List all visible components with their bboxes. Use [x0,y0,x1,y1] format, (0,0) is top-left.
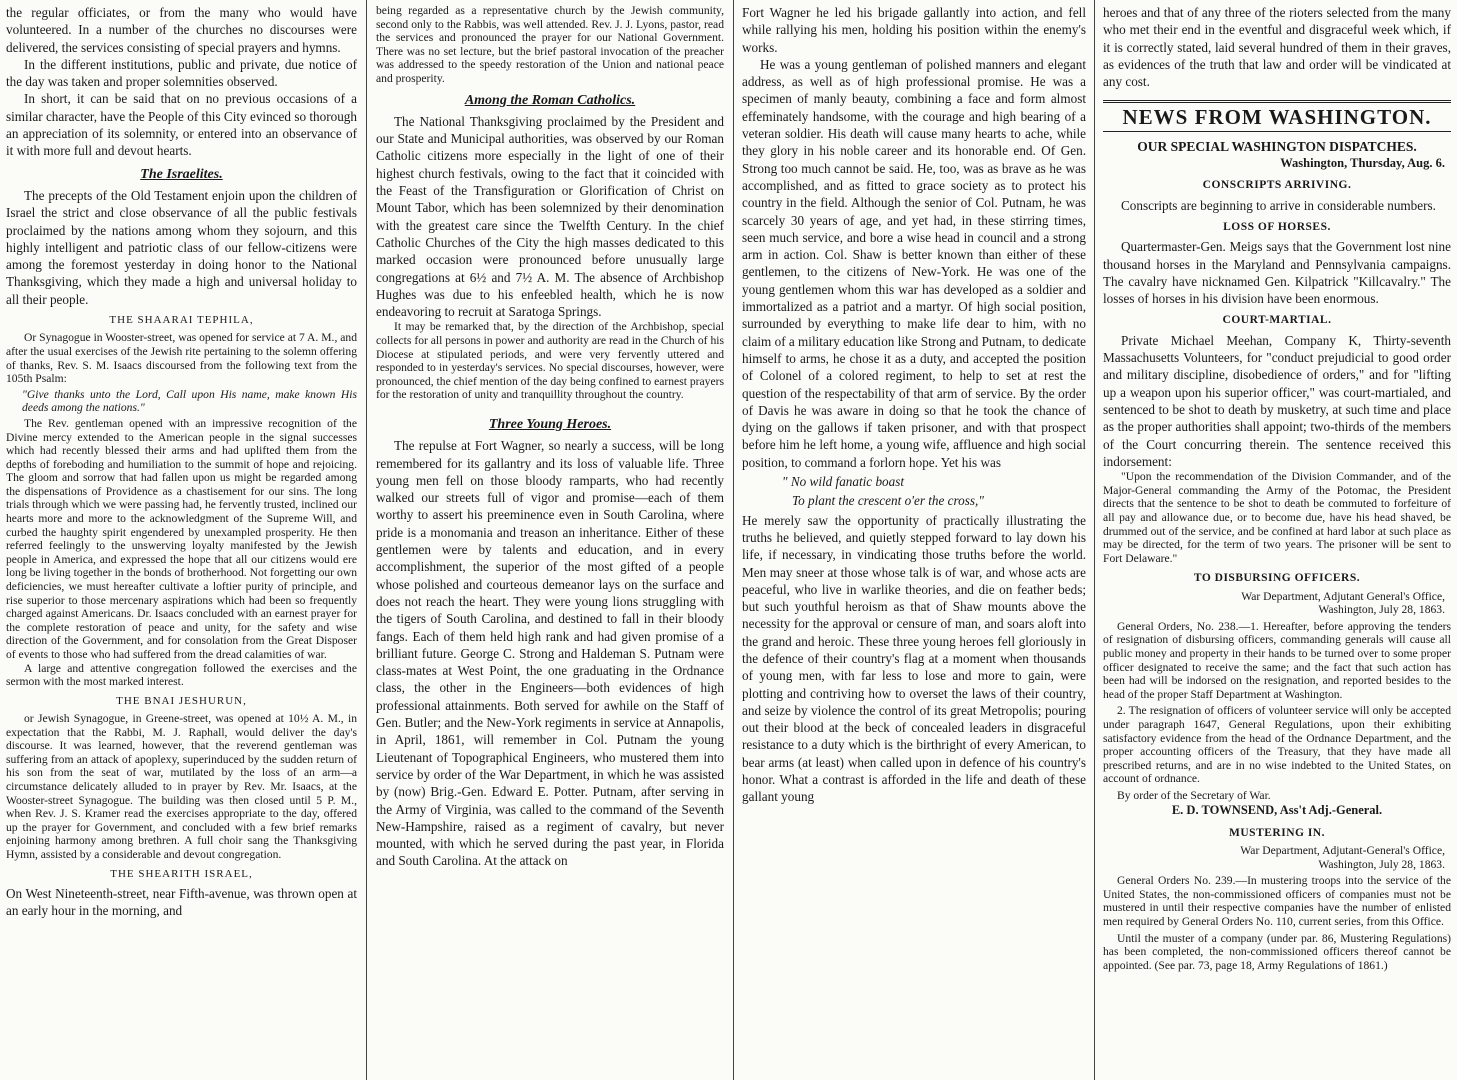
paragraph: Fort Wagner he led his brigade gallantly into action, and fell while rallying his men, holding his position within the enemy's works. [742,5,1086,55]
subheading-conscripts: CONSCRIPTS ARRIVING. [1202,179,1352,192]
column-2 [370,0,730,1080]
signature-line: E. D. TOWNSEND, Ass't Adj.-General. [1171,803,1383,818]
paragraph: The Rev. gentleman opened with an impressive recognition of the Divine mercy extended to the American people in the signal successes which had recently blessed their arms and had uplifted them from the depths of foreboding and humiliation to the summit of hope and rejoicing. The gloom and sorrow that had fallen upon us might be regarded among the dispensations of Providence as a chastisement for our sins. The long trials through which we were passing had, he fervently trusted, inclined our hearts more and more to the acknowledgment of the Supreme Will, and curbed the haughty spirit engendered by unexampled prosperity. He then referred feelingly to the unswerving loyalty manifested by the Jewish people in America, and expressed the hope that all our citizens would ere long be living together in the bonds of brotherhood. Not forgetting our own deficiencies, we must hereafter cultivate a loftier purity of principle, and rise superior to those mercenary aspirations which had been so frequently charged against Americans. Dr. Isaacs concluded with an earnest prayer for the complete restoration of peace and unity, for the safety and wise direction of the Government, and for consolation from the Great Disposer of events to those who had suffered from the dread calamities of war. [6,416,357,661]
subheading-mustering-in: MUSTERING IN. [1229,826,1325,839]
column-rule [366,0,367,1080]
column-rule [733,0,734,1080]
subheading-horses: LOSS OF HORSES. [1223,220,1331,233]
paragraph: Conscripts are beginning to arrive in considerable numbers. [1121,197,1436,213]
office-line: War Department, Adjutant-General's Office, [1240,844,1445,858]
news-from-washington-heading: NEWS FROM WASHINGTON. [1103,100,1451,131]
section-heading-catholics: Among the Roman Catholics. [464,92,636,108]
section-heading-israelites: The Israelites. [140,166,223,182]
paragraph: Private Michael Meehan, Company K, Thirty-seventh Massachusetts Volunteers, for "conduct prejudicial to good order and military discipline, disobedience of orders," and for "lifting up a weapon upon his superior officer," was court-martialed, and sentenced to be shot to death by musketry, at such time and place as the proper authorities shall appoint; two-thirds of the members of the Court concurring therein. The sentence received this indorsement: [1103,332,1451,469]
paragraph: He merely saw the opportunity of practically illustrating the truths he believed, and quietly stepped forward to lay down his life, if necessary, in vindicating those truths before the world. Men may sneer at those whose talk is of war, and whose acts are peaceful, who live in warlike theories, and die on feather beds; but such youthful heroism as that of Shaw mounts above the necessity for the approval or censure of man, and soars aloft into the grand and heroic. These three young heroes fell gloriously in the defence of their country's flag at a moment when thousands of young men, with far less to lose and more to gain, were plotting and contriving how to overset the laws of their country, and seize by violence the control of its great Metropolis; pouring out their blood at the beck of concealed leaders in disgraceful resistance to a duty which is the birthright of every American, to bear arms (at least) when called upon in defence of his country's honor. What a contrast is afforded in the life and death of these gallant young [742,512,1086,805]
indorsement-quote: "Upon the recommendation of the Division Commander, and of the Major-General commanding the Army of the Potomac, the President directs that the sentence to be shot to death be commuted to forfeiture of all pay and allowance due, or to become due, have his head shaved, be drummed out of the service, and be confined at hard labor at such place as may be directed, for the term of two years. The prisoner will be sent to Fort Delaware." [1103,470,1451,565]
poem-line: To plant the crescent o'er the cross," [792,493,984,509]
paragraph: heroes and that of any three of the rioters selected from the many who met their end in the eventful and disgraceful week which, if it is correctly stated, laid several hundred of them in their graves, as evidences of the truth that law and order will be vindicated at any cost. [1103,5,1451,90]
poem-line: " No wild fanatic boast [782,474,905,490]
column-1 [0,0,363,1080]
column-3 [736,0,1092,1080]
subheading-shaarai-tephila: THE SHAARAI TEPHILA, [109,314,254,327]
office-date: Washington, July 28, 1863. [1318,603,1445,617]
psalm-quote: "Give thanks unto the Lord, Call upon His name, make known His deeds among the nations." [22,387,357,415]
paragraph: or Jewish Synagogue, in Greene-street, was opened at 10½ A. M., in expectation that the Rabbi, M. J. Raphall, would deliver the day's discourse. It was learned, however, that the reverend gentleman was suffering from an attack of apoplexy, superinduced by the sudden return of his son from the seat of war, mutilated by the loss of an arm—a circumstance delicately alluded to in prayer by Rev. Mr. Isaacs, at the Wooster-street Synagogue. The building was then closed until 5 P. M., when Rev. J. S. Kramer read the exercises appropriate to the day, offered up the prayer for Government, and concluded with a few brief remarks enjoining harmony among brethren. A full choir sang the Thanksgiving Hymn, assisted by a considerable and devout congregation. [6,712,357,862]
dateline: Washington, Thursday, Aug. 6. [1280,156,1445,171]
general-order: General Orders, No. 238.—1. Hereafter, before approving the tenders of resignation of disbursing officers, commanding generals will cause all public money and property in their hands to be turned over to some proper officer designated to receive the same; and the fact that such action has been had will be indorsed on the resignation, and reported besides to the head of the proper Staff Department at Washington. [1103,619,1451,701]
general-order: General Orders No. 239.—In mustering troops into the service of the United States, the non-commissioned officers of companies must not be mustered in until their respective companies have the number of enlisted men required by General Orders No. 110, current series, from this Office. [1103,874,1451,929]
paragraph: In short, it can be said that on no previous occasions of a similar character, have the People of this City evinced so thorough an appreciation of its solemnity, or entered into an observance of it with more full and devout hearts. [6,91,357,159]
subheading-bnai-jeshurun: THE BNAI JESHURUN, [116,694,247,707]
paragraph: The precepts of the Old Testament enjoin upon the children of Israel the strict and close observance of all the public festivals proclaimed by the nations among whom they sojourn, and this highly intelligent and patriotic class of our fellow-citizens were among the foremost yesterday in doing honor to the National Thanksgiving, which they made a high and universal holiday to all their people. [6,187,357,307]
paragraph: being regarded as a representative church by the Jewish community, second only to the Rabbis, was well attended. Rev. J. J. Lyons, pastor, read the services and pronounced the prayer for our National Government. There was no set lecture, but the brief pastoral invocation of the preacher was addressed to the speedy restoration of the Union and national peace and prosperity. [376,4,724,85]
general-order: Until the muster of a company (under par. 86, Mustering Regulations) has been completed, the non-commissioned officers thereof cannot be appointed. (See par. 73, page 18, Army Regulations of 1861.) [1103,931,1451,972]
paragraph: The repulse at Fort Wagner, so nearly a success, will be long remembered for its gallantry and its loss of valuable life. Three young men fell on those bloody ramparts, who had recently walked our streets full of vigor and promise—each of them worthy to assert his preeminence even in South Carolina, where pride is a monomania and treason an inheritance. Either of these gentlemen were by talents and education, and in every accomplishment, the superior of the most gifted of a people whose polished and courteous demeanor lays on the surface and does not reach the heart. They were young lions struggling with the tigers of South Carolina, and destined to fall in their bloody fangs. Each of them held high rank and had given promise of a brilliant future. George C. Strong and Haldeman S. Putnam were class-mates at West Point, the one graduating in the Ordnance class, the other in the Engineers—both evidences of high professional attainments. Both served for awhile on the Staff of Gen. Butler; and the New-York regiments in service at Annapolis, in April, 1861, will remember in Col. Putnam the young Lieutenant of Topographical Engineers, who mustered them into service by order of the War Department, in which he was assisted by (now) Brig.-Gen. Edward E. Potter. Putnam, after serving in the Army of Virginia, was called to the command of the Seventh New-Hampshire, raised as a regiment of cavalry, but never mounted, with which he served during the past year, in Florida and South Carolina. At the attack on [376,438,724,869]
paragraph: It may be remarked that, by the direction of the Archbishop, special collects for all persons in power and authority are read in the Church of his Diocese at stipulated periods, and were very fervently uttered and responded to in yesterday's services. No special discourses, however, were pronounced, the chief mention of the day being confined to earnest prayers for the restoration of unity and tranquillity throughout the country. [376,320,724,402]
general-order: 2. The resignation of officers of volunteer service will only be accepted under paragraph 1647, General Regulations, upon their exhibiting satisfactory evidence from the head of the Ordnance Department, and the proper accounting officers of the Treasury, that they have made all prescribed returns, and are in no wise indebted to the United States, on account of ordnance. [1103,704,1451,786]
subheading-disbursing-officers: TO DISBURSING OFFICERS. [1193,572,1361,585]
office-date: Washington, July 28, 1863. [1318,857,1445,871]
paragraph: Quartermaster-Gen. Meigs says that the Government lost nine thousand horses in the Maryland and Pennsylvania campaigns. The cavalry have nicknamed Gen. Kilpatrick "Killcavalry." The losses of horses in his division have been enormous. [1103,239,1451,307]
paragraph: the regular officiates, or from the many who would have volunteered. In a number of the churches no discourses were delivered, the services consisting of special prayers and hymns. [6,5,357,55]
paragraph: On West Nineteenth-street, near Fifth-avenue, was thrown open at an early hour in the morning, and [6,885,357,919]
by-order-line: By order of the Secretary of War. [1117,788,1271,802]
paragraph: He was a young gentleman of polished manners and elegant address, as well as of high professional promise. He was a specimen of manly beauty, combining a face and form almost effeminately handsome, with the courage and high bearing of a veteran soldier. His death will cause many hearts to ache, while they glory in his noble career and its honorable end. Of Gen. Strong too much cannot be said. He, too, was as brave as he was accomplished, and as fitted to grace society as to protect his country in the field. Although the senior of Col. Putnam, he was scarcely 30 years of age, and yet had, in these stirring times, seen much service, and bore a wise head in council and a strong arm in action. Col. Shaw is better known than either of these gentlemen, to the citizens of New-York. He was one of the young gentlemen whom this war has developed as a soldier and immortalized as a patriot and a martyr. Of high social position, surrounded by everything to make life dear to him, with no claim of a military education like Strong and Putnam, to dedicate himself to arms, he chose it as a duty, and accepted the position of Colonel of a colored regiment, to help to set at rest the question of the respectability of that arm of service. By the order of Davis he was aware in doing so that he took the chance of dying on the gallows if taken prisoner, and with that prospect before him he left home, a young wife, affluence and high social position, to command a forlorn hope. Yet his was [742,56,1086,470]
subheading-court-martial: COURT-MARTIAL. [1222,314,1332,327]
column-rule [1094,0,1095,1080]
section-heading-heroes: Three Young Heroes. [488,416,612,432]
paragraph: The National Thanksgiving proclaimed by the President and our State and Municipal authorities, was observed by our Roman Catholic citizens more especially in the light of one of their highest church festivals, owing to the fact that it coincided with the Feast of the Transfiguration or Glorification of Christ on Mount Tabor, which has been solemnized by their denomination with the greatest care since the Twelfth Century. In the chief Catholic Churches of the City the high masses dedicated to this marked occasion were pronounced before unusually large congregations at 6½ and 7½ A. M. The absence of Archbishop Hughes was due to his enfeebled health, which he is now endeavoring to recruit at Saratoga Springs. [376,113,724,320]
subheading-shearith-israel: THE SHEARITH ISRAEL, [110,867,253,880]
office-line: War Department, Adjutant General's Office, [1241,589,1445,603]
paragraph: In the different institutions, public and private, due notice of the day was taken and proper solemnities observed. [6,56,357,90]
paragraph: A large and attentive congregation followed the exercises and the sermon with the most marked interest. [6,661,357,689]
dispatch-heading: OUR SPECIAL WASHINGTON DISPATCHES. [1137,138,1417,154]
column-4 [1097,0,1457,1080]
paragraph: Or Synagogue in Wooster-street, was opened for service at 7 A. M., and after the usual exercises of the Jewish rite pertaining to the solemn offering of thanks, Rev. S. M. Isaacs discoursed from the following text from the 105th Psalm: [6,331,357,386]
